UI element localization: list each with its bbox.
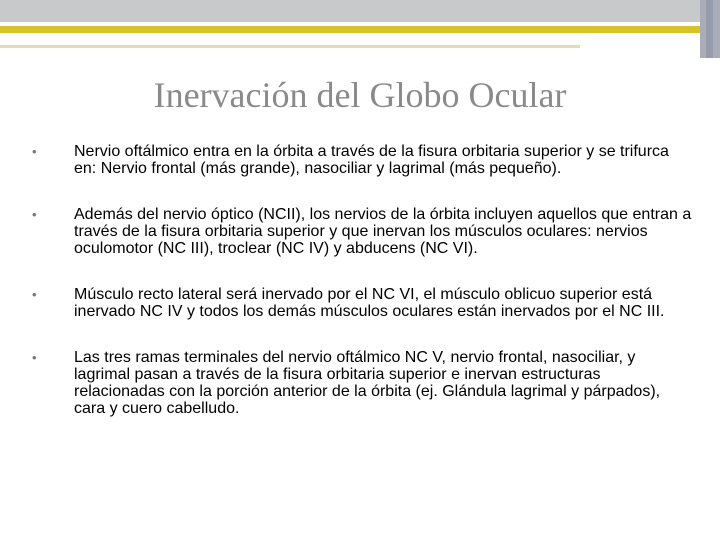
bullet-list <box>32 143 692 446</box>
bullet-dot-icon: • <box>32 207 37 222</box>
top-gray-bar <box>0 0 720 22</box>
right-corner-bar-inner <box>706 0 713 58</box>
bullet-text: Músculo recto lateral será inervado por el NC VI, el músculo oblicuo superior está inervado NC IV y todos los demás músculos oculares están inervados por el NC III. <box>74 286 665 320</box>
top-accent-line <box>0 45 580 48</box>
bullet-text: Además del nervio óptico (NCII), los nervios de la órbita incluyen aquellos que entran a través de la fisura orbitaria superior y que inervan los músculos oculares: nervios oculomotor (NC III), troclear (NC IV) y abducens (NC VI). <box>74 206 692 257</box>
bullet-text: Nervio oftálmico entra en la órbita a través de la fisura orbitaria superior y se trifurca en: Nervio frontal (más grande), nasociliar y lagrimal (más pequeño). <box>74 143 669 177</box>
bullet-item <box>32 349 692 417</box>
bullet-dot-icon: • <box>32 144 37 159</box>
slide-title: Inervación del Globo Ocular <box>153 75 567 115</box>
bullet-dot-icon: • <box>32 287 37 302</box>
bullet-item <box>32 206 692 257</box>
bullet-item <box>32 286 692 320</box>
bullet-text: Las tres ramas terminales del nervio oftálmico NC V, nervio frontal, nasociliar, y lagrimal pasan a través de la fisura orbitaria superior e inervan estructuras relacionadas con la porción anterior de la órbita (ej. Glándula lagrimal y párpados), cara y cuero cabelludo. <box>74 349 661 417</box>
bullet-item <box>32 143 692 177</box>
bullet-dot-icon: • <box>32 350 37 365</box>
top-gold-bar <box>0 26 700 33</box>
